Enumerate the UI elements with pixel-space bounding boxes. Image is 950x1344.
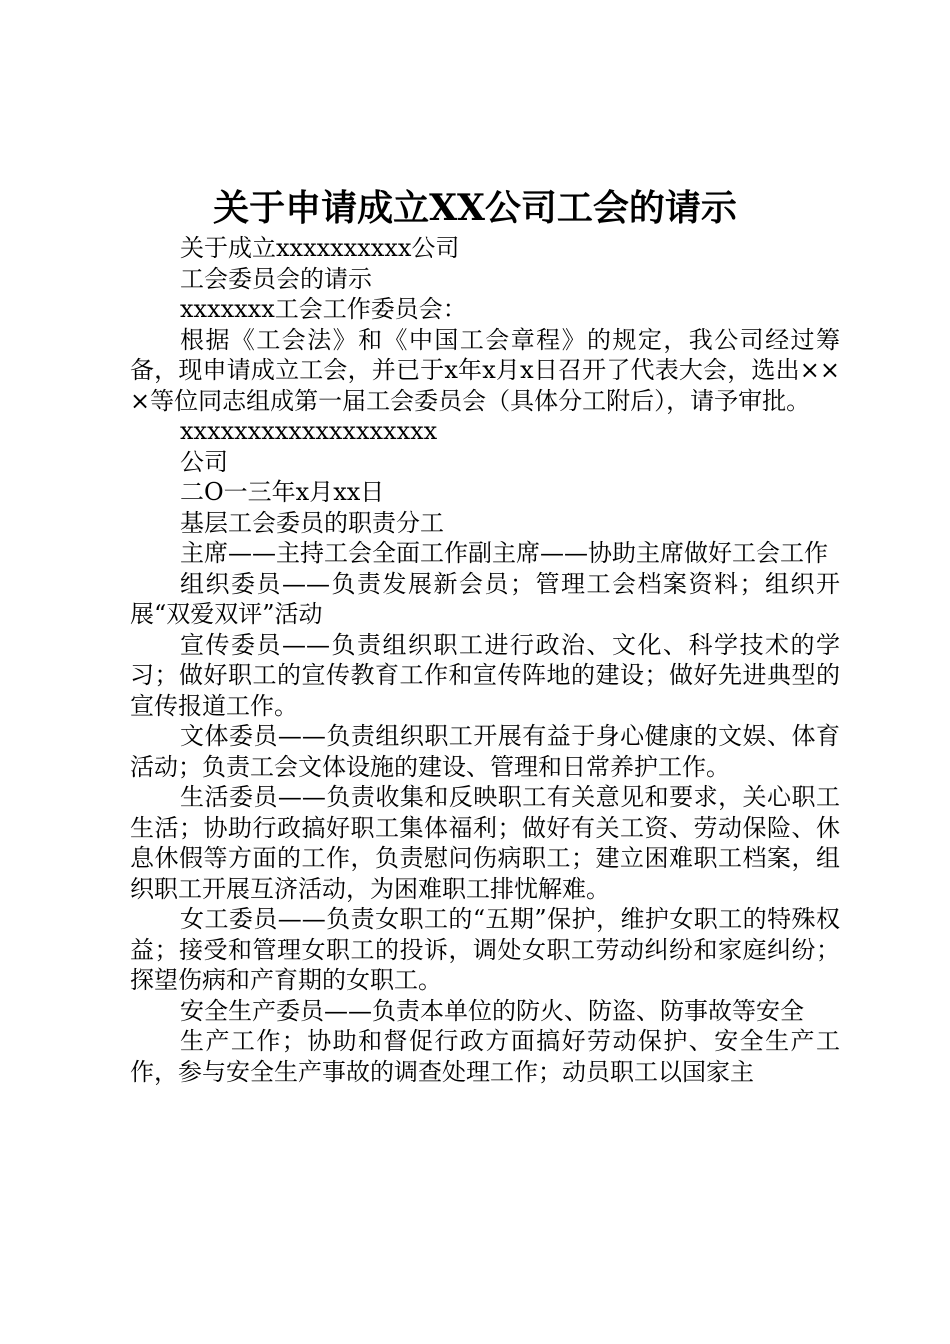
paragraph: 关于成立xxxxxxxxxx公司: [180, 234, 460, 262]
paragraph: 根据《工会法》和《中国工会章程》的规定，我公司经过筹备，现申请成立工会，并已于x年x月x日召开了代表大会，选出×××等位同志组成第一届工会委员会（具体分工附后），请予审批。: [130, 325, 840, 415]
paragraph: 组织委员——负责发展新会员；管理工会档案资料；组织开展“双爱双评”活动: [130, 569, 840, 628]
document-body: [130, 233, 840, 1087]
paragraph: 文体委员——负责组织职工开展有益于身心健康的文娱、体育活动；负责工会文体设施的建设、管理和日常养护工作。: [130, 722, 840, 781]
paragraph: 公司: [180, 447, 228, 476]
paragraph: 基层工会委员的职责分工: [180, 508, 444, 537]
paragraph: 生活委员——负责收集和反映职工有关意见和要求，关心职工生活；协助行政搞好职工集体福利；做好有关工资、劳动保险、休息休假等方面的工作，负责慰问伤病职工；建立困难职工档案，组织职工开展互济活动，为困难职工排忧解难。: [130, 783, 840, 903]
paragraph: 安全生产委员——负责本单位的防火、防盗、防事故等安全: [180, 996, 804, 1025]
paragraph: 女工委员——负责女职工的“五期”保护，维护女职工的特殊权益；接受和管理女职工的投诉，调处女职工劳动纠纷和家庭纠纷；探望伤病和产育期的女职工。: [130, 905, 840, 994]
paragraph: xxxxxxxxxxxxxxxxxxx: [180, 417, 438, 445]
paragraph: 主席——主持工会全面工作副主席——协助主席做好工会工作: [180, 539, 828, 567]
paragraph: 工会委员会的请示: [180, 264, 372, 293]
paragraph: 宣传委员——负责组织职工进行政治、文化、科学技术的学习；做好职工的宣传教育工作和宣传阵地的建设；做好先进典型的宣传报道工作。: [130, 630, 840, 720]
document-title: 关于申请成立XX公司工会的请示: [213, 187, 737, 229]
paragraph: 二O一三年x月xx日: [180, 478, 385, 506]
paragraph: xxxxxxx工会工作委员会：: [180, 295, 467, 323]
paragraph: 生产工作；协助和督促行政方面搞好劳动保护、安全生产工作，参与安全生产事故的调查处理工作；动员职工以国家主: [130, 1027, 840, 1086]
